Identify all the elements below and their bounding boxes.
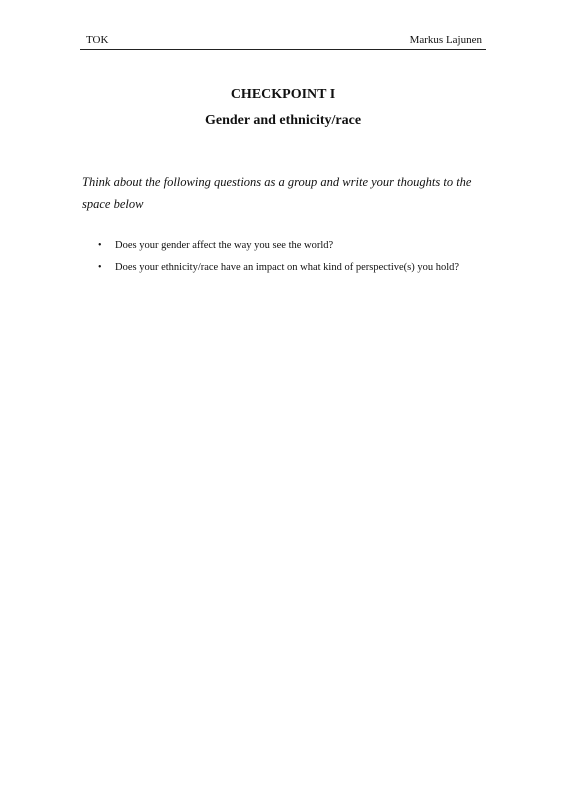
page-header [80,34,486,50]
question-list [98,239,498,283]
document-subtitle: Gender and ethnicity/race [204,113,362,128]
list-item [98,261,498,274]
instructions-text: Think about the following questions as a group and write your thoughts to the space below [82,175,472,211]
list-item [98,239,498,252]
bullet-icon: • [98,240,102,251]
question-text: Does your ethnicity/race have an impact on what kind of perspective(s) you hold? [115,262,460,273]
question-text: Does your gender affect the way you see the world? [115,240,334,251]
bullet-icon: • [98,262,102,273]
document-title: CHECKPOINT I [230,87,336,102]
header-author-name: Markus Lajunen [409,34,482,46]
header-course-label: TOK [86,34,109,46]
